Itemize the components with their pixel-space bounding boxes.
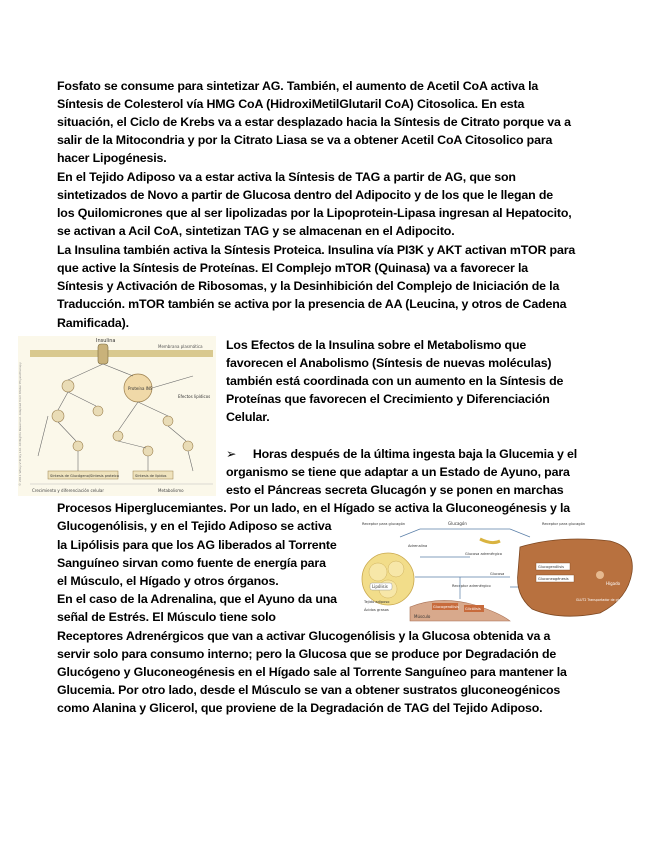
label-muscle-glycogenolysis: Glucogenólisis (433, 605, 459, 609)
bullet-arrow-icon: ➢ (226, 447, 237, 461)
adipocyte-1 (369, 563, 387, 581)
paragraph-2-line-3: los Quilomicrones que al ser lipolizadas por la Lipoprotein-Lipasa ingresan al Hepatocito, (57, 206, 572, 220)
paragraph-4-line-2: favorecen el Anabolismo (Síntesis de nuevas moléculas) (226, 356, 552, 370)
label-glucagon-receptor-left: Receptor para glucagón (362, 522, 406, 526)
paragraph-6-line-7: como Alanina y Glicerol, que proviene de la Degradación de TAG del Tejido Adiposo. (57, 701, 543, 715)
glucagon-adrenaline-figure (360, 517, 637, 623)
bullet-item (226, 445, 577, 463)
label-glucose-right: Glucosa (608, 608, 623, 612)
paragraph-5-line-7: Sanguíneo sirvan como fuente de energía para (57, 556, 326, 570)
node-f (73, 441, 83, 451)
paragraph-6-line-5: Glucógeno y Gluconeogénesis en el Hígado sale al Torrente Sanguíneo para mantener la (57, 665, 567, 679)
paragraph-2-line-4: se activan a Acil CoA, sintetizan TAG y se almacenan en el Adipocito. (57, 224, 455, 238)
node-e (113, 431, 123, 441)
insulin-signaling-diagram (18, 336, 216, 496)
label-glycolysis: Glicólisis (465, 607, 481, 611)
bottom-box-1-label: Síntesis de Glucógeno/Síntesis proteica (50, 474, 120, 478)
paragraph-6-line-3: Receptores Adrenérgicos que van a activar Glucogenólisis y la Glucosa obtenida va a (57, 629, 551, 643)
label-lipolysis: Lipólisis (372, 584, 388, 589)
paragraph-6-line-2: señal de Estrés. El Músculo tiene solo (57, 610, 276, 624)
paragraph-1-line-5: hacer Lipogénesis. (57, 151, 167, 165)
figure-center-label: Proteína INS (128, 386, 153, 391)
label-adipose-tissue: Tejido adiposo (364, 600, 390, 604)
node-h (183, 441, 193, 451)
label-muscle: Músculo (414, 614, 431, 619)
insulin-signaling-figure (18, 336, 216, 496)
plasma-membrane (30, 350, 213, 357)
figure-top-label: Insulina (96, 338, 116, 344)
label-glucagon-receptor-right: Receptor para glucagón (542, 522, 586, 526)
paragraph-5-line-6: la Lipólisis para que los AG liberados al Torrente (57, 538, 337, 552)
adipocyte-2 (388, 561, 404, 577)
paragraph-6-line-4: servir solo para consumo interno; pero la Glucosa que se produce por Degradación de (57, 647, 557, 661)
paragraph-6-line-6: Glucemia. Por otro lado, desde el Músculo se van a obtener sustratos gluconeogénicos (57, 683, 561, 697)
label-adrenergic-glucose: Glucosa adrenérgico (465, 552, 502, 556)
paragraph-2-line-2: sintetizados de Novo a partir de Glucosa dentro del Adipocito y de los que le llegan de (57, 188, 553, 202)
paragraph-3-line-1: La Insulina también activa la Síntesis Proteica. Insulina vía PI3K y AKT activan mTOR para (57, 243, 576, 257)
paragraph-5-line-2: organismo se tiene que adaptar a un Estado de Ayuno, para (226, 465, 570, 479)
paragraph-1-line-2: Síntesis de Colesterol vía HMG CoA (HidroxiMetilGlutaril CoA) Citosolica. En esta (57, 97, 525, 111)
hepatocyte-nucleus (596, 571, 604, 579)
node-c (93, 406, 103, 416)
insulin-receptor (98, 344, 108, 364)
label-fatty-acids: Ácidos grasos (364, 608, 389, 612)
paragraph-3-line-5: Ramificada). (57, 316, 129, 330)
paragraph-5-line-3: esto el Páncreas secreta Glucagón y se ponen en marchas (226, 483, 564, 497)
paragraph-4-line-3: también está coordinada con un aumento en la Síntesis de (226, 374, 564, 388)
figure-right-label: Efectos lipídicos (178, 394, 211, 399)
glucagon-adrenaline-diagram (360, 517, 637, 623)
paragraph-1-line-1: Fosfato se consume para sintetizar AG. También, el aumento de Acetil CoA activa la (57, 79, 539, 93)
paragraph-4-line-5: Celular. (226, 410, 270, 424)
label-liver: Hígado (606, 581, 621, 586)
figure-side-credit: © 2011 Wiley-V Kroly Ltd. All Rights Reserved. Adapted from Moller Physiotherapy (18, 362, 22, 486)
paragraph-6-line-1: En el caso de la Adrenalina, que el Ayuno da una (57, 592, 337, 606)
node-b (52, 410, 64, 422)
label-adrenergic-receptor: Receptor adrenérgico (452, 584, 491, 588)
paragraph-2-line-1: En el Tejido Adiposo va a estar activa la Síntesis de TAG a partir de AG, que son (57, 170, 516, 184)
label-glucagon: Glucagón (448, 521, 467, 526)
figure-bottom-right-caption: Metabolismo (158, 488, 184, 493)
figure-membrane-label: Membrana plasmática (158, 344, 203, 349)
label-adrenaline-left: Adrenalina (408, 544, 428, 548)
paragraph-5-line-4: Procesos Hiperglucemiantes. Por un lado, en el Hígado se activa la Gluconeogénesis y la (57, 501, 571, 515)
paragraph-1-line-3: situación, el Ciclo de Krebs va a estar desplazado hacia la Síntesis de Citrato porque va a (57, 115, 571, 129)
label-glucose-center: Glucosa (490, 572, 505, 576)
paragraph-4-line-4: Proteínas que favorecen el Crecimiento y Diferenciación (226, 392, 550, 406)
paragraph-5-line-1: Horas después de la última ingesta baja la Glucemia y el (252, 447, 578, 461)
paragraph-3-line-2: que active la Síntesis de Proteínas. El Complejo mTOR (Quinasa) va a favorecer la (57, 261, 529, 275)
paragraph-3-line-3: Síntesis y Activación de Ribosomas, y la Desinhibición del Complejo de Iniciación de la (57, 279, 560, 293)
node-a (62, 380, 74, 392)
paragraph-5-line-5: Glucogenólisis, y en el Tejido Adiposo se activa (57, 519, 332, 533)
paragraph-1-line-4: salir de la Mitocondria y por la Citrato Liasa se va a obtener Acetil CoA Citosolico para (57, 133, 553, 147)
paragraph-5-line-8: el Músculo, el Hígado y otros órganos. (57, 574, 279, 588)
label-liver-glycogenolysis: Glucogenólisis (538, 565, 564, 569)
bottom-box-2-label: Síntesis de lípidos (135, 474, 167, 478)
label-gluconeogenesis: Gluconeogénesis (538, 577, 569, 581)
paragraph-3-line-4: Traducción. mTOR también se activa por la presencia de AA (Leucina, y otros de Cadena (57, 297, 567, 311)
figure-bottom-left-caption: Crecimiento y diferenciación celular (32, 488, 104, 493)
label-glut2: GLUT2 Transportador de glucosa (576, 598, 628, 602)
node-d (163, 416, 173, 426)
paragraph-4-line-1: Los Efectos de la Insulina sobre el Metabolismo que (226, 338, 527, 352)
